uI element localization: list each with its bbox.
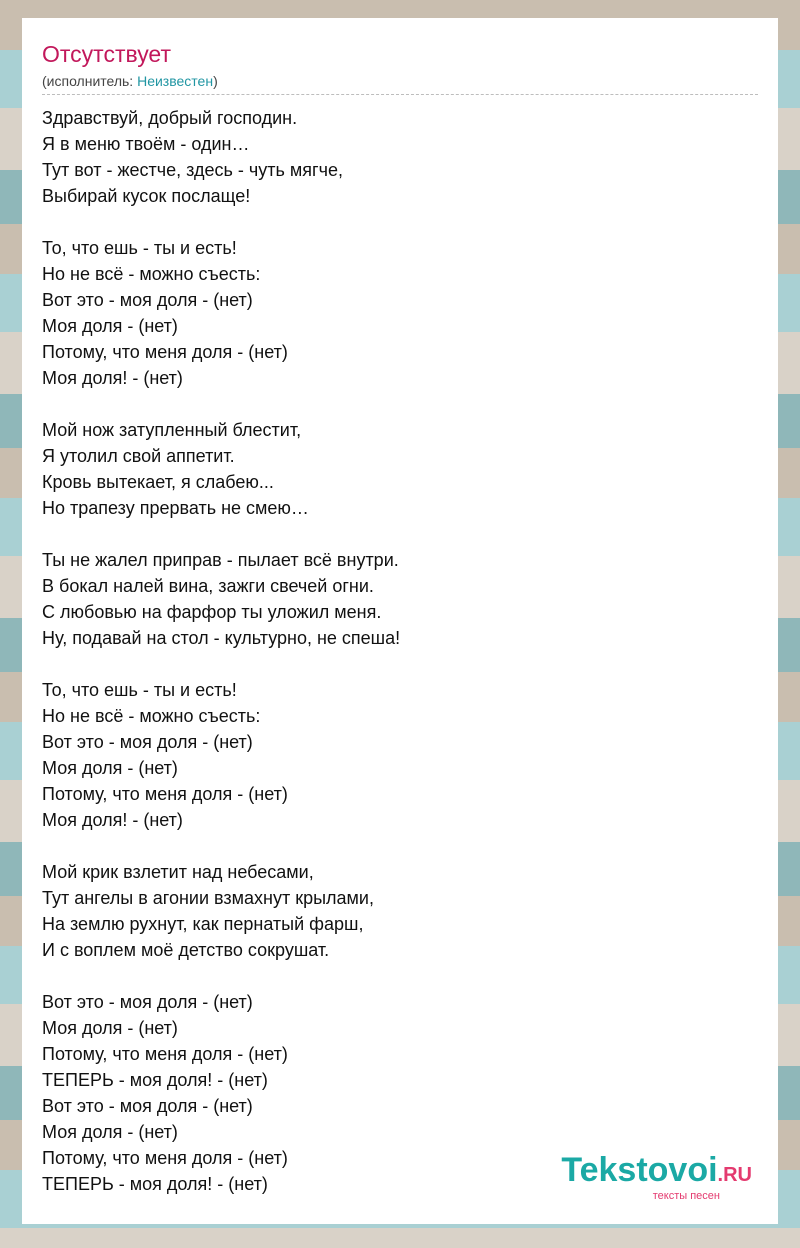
lyrics-card: [22, 18, 778, 1224]
lyric-line: Мой нож затупленный блестит,: [42, 420, 302, 440]
lyric-line: Здравствуй, добрый господин.: [42, 108, 298, 128]
logo-name: Tekstovoi: [561, 1151, 718, 1189]
artist-link[interactable]: Неизвестен: [137, 73, 214, 89]
lyric-line: ТЕПЕРЬ - моя доля! - (нет): [42, 1174, 268, 1194]
lyric-line: Моя доля! - (нет): [42, 810, 183, 830]
lyric-line: Моя доля - (нет): [42, 1018, 178, 1038]
lyric-line: Тут ангелы в агонии взмахнут крылами,: [42, 888, 374, 908]
lyric-line: В бокал налей вина, зажги свечей огни.: [42, 576, 374, 596]
artist-byline: [42, 72, 758, 90]
lyric-line: Но не всё - можно съесть:: [42, 706, 261, 726]
logo-tld: .RU: [717, 1164, 752, 1186]
divider: [42, 94, 758, 95]
stanza: [42, 677, 758, 833]
lyric-line: Кровь вытекает, я слабею...: [42, 472, 274, 492]
lyric-line: Ты не жалел приправ - пылает всё внутри.: [42, 550, 399, 570]
lyric-line: Но не всё - можно съесть:: [42, 264, 261, 284]
lyric-line: Ну, подавай на стол - культурно, не спеша!: [42, 628, 401, 648]
lyrics-body: [42, 105, 758, 1197]
lyric-line: То, что ешь - ты и есть!: [42, 238, 237, 258]
lyric-line: Потому, что меня доля - (нет): [42, 1044, 288, 1064]
lyric-line: На землю рухнут, как пернатый фарш,: [42, 914, 364, 934]
lyric-line: Я в меню твоём - один…: [42, 134, 250, 154]
lyric-line: Но трапезу прервать не смею…: [42, 498, 309, 518]
lyric-line: Тут вот - жестче, здесь - чуть мягче,: [42, 160, 343, 180]
lyric-line: И с воплем моё детство сокрушат.: [42, 940, 330, 960]
lyric-line: Моя доля - (нет): [42, 1122, 178, 1142]
lyric-line: Вот это - моя доля - (нет): [42, 1096, 253, 1116]
lyric-line: Моя доля - (нет): [42, 758, 178, 778]
byline-suffix: ): [213, 73, 218, 89]
stanza: [42, 105, 758, 209]
lyric-line: Потому, что меня доля - (нет): [42, 342, 288, 362]
lyric-line: Потому, что меня доля - (нет): [42, 784, 288, 804]
lyric-line: Вот это - моя доля - (нет): [42, 290, 253, 310]
song-title: Отсутствует: [42, 41, 171, 67]
logo-wordmark: [561, 1153, 752, 1192]
lyric-line: Моя доля - (нет): [42, 316, 178, 336]
lyric-line: Я утолил свой аппетит.: [42, 446, 235, 466]
lyric-line: С любовью на фарфор ты уложил меня.: [42, 602, 382, 622]
lyric-line: Вот это - моя доля - (нет): [42, 732, 253, 752]
stanza: [42, 235, 758, 391]
stanza: [42, 547, 758, 651]
stanza: [42, 417, 758, 521]
logo-tagline: тексты песен: [652, 1190, 720, 1202]
site-logo[interactable]: [561, 1153, 752, 1202]
lyric-line: Мой крик взлетит над небесами,: [42, 862, 314, 882]
lyric-line: Вот это - моя доля - (нет): [42, 992, 253, 1012]
lyric-line: ТЕПЕРЬ - моя доля! - (нет): [42, 1070, 268, 1090]
stanza: [42, 859, 758, 963]
lyric-line: Потому, что меня доля - (нет): [42, 1148, 288, 1168]
lyric-line: Моя доля! - (нет): [42, 368, 183, 388]
lyric-line: То, что ешь - ты и есть!: [42, 680, 237, 700]
byline-prefix: (исполнитель:: [42, 73, 138, 89]
lyric-line: Выбирай кусок послаще!: [42, 186, 251, 206]
